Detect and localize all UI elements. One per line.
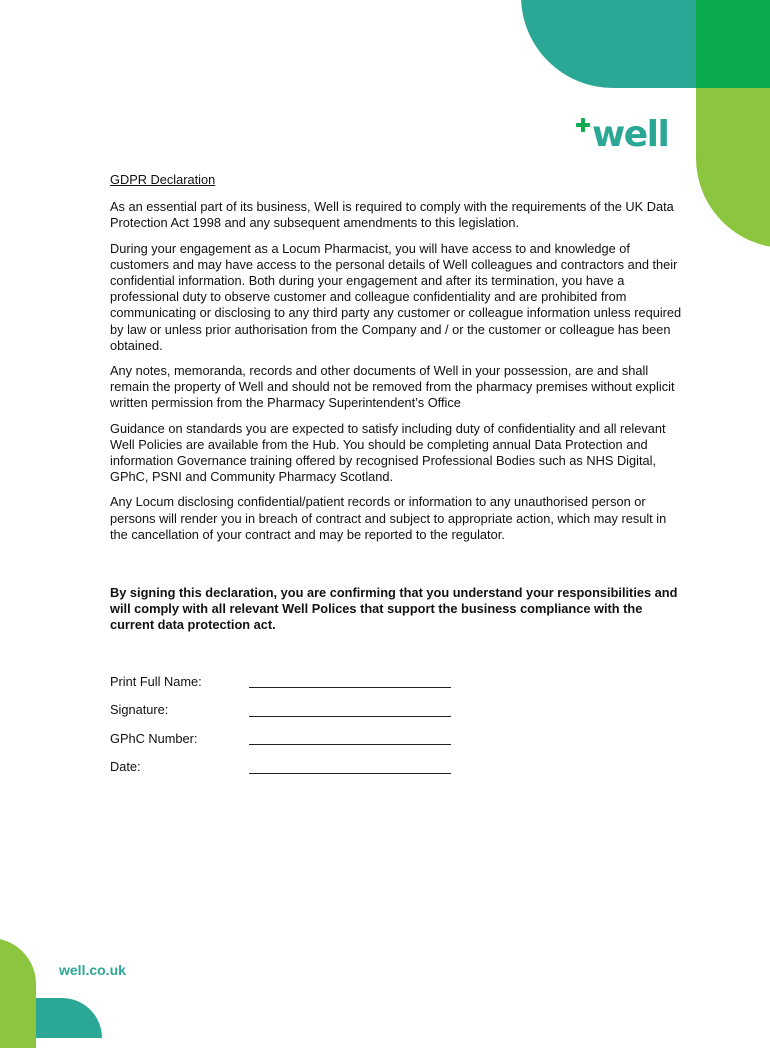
decorative-teal-shape-bottom bbox=[36, 998, 102, 1038]
full-name-line[interactable] bbox=[249, 686, 451, 688]
declaration-statement: By signing this declaration, you are confirming that you understand your responsibilities and will comply with all relevant Well Polices that support the business compliance with the current data protection act. bbox=[110, 585, 678, 633]
footer-website-link[interactable]: well.co.uk bbox=[59, 962, 126, 978]
paragraph-confidentiality-duty: During your engagement as a Locum Pharmacist, you will have access to and knowledge of customers and may have access to the personal details of Well colleagues and contractors and their confidential information. Both during your engagement and after its termination, you have a professional duty to observe customer and colleague confidentiality and are prohibited from communicating or disclosing to any third party any customer or colleague information unless required by law or unless prior authorisation from the Company and / or the customer or colleague has been obtained. bbox=[110, 240, 682, 353]
signature-label: Signature: bbox=[110, 702, 169, 718]
well-logo bbox=[576, 114, 668, 158]
decorative-lime-shape-right bbox=[696, 88, 770, 248]
gphc-number-label: GPhC Number: bbox=[110, 730, 198, 746]
logo-wordmark: well bbox=[592, 114, 669, 155]
gphc-number-line[interactable] bbox=[249, 743, 451, 745]
form-row-date bbox=[110, 747, 682, 776]
signature-line[interactable] bbox=[249, 715, 451, 717]
date-label: Date: bbox=[110, 759, 141, 775]
decorative-green-shape-top bbox=[696, 0, 770, 88]
signature-form bbox=[110, 662, 682, 776]
form-row-gphc-number bbox=[110, 719, 682, 748]
date-line[interactable] bbox=[249, 772, 451, 774]
paragraph-documents-property: Any notes, memoranda, records and other documents of Well in your possession, are and shall remain the property of Well and should not be removed from the pharmacy premises without explicit written permission from the Pharmacy Superintendent’s Office bbox=[110, 363, 675, 411]
paragraph-data-protection-act: As an essential part of its business, Well is required to comply with the requirements of the UK Data Protection Act 1998 and any subsequent amendments to this legislation. bbox=[110, 199, 674, 231]
paragraph-disclosure-breach: Any Locum disclosing confidential/patient records or information to any unauthorised person or persons will render you in breach of contract and subject to appropriate action, which may result in the cancellation of your contract and may be reported to the regulator. bbox=[110, 494, 667, 542]
paragraph-guidance-standards: Guidance on standards you are expected to satisfy including duty of confidentiality and all relevant Well Policies are available from the Hub. You should be completing annual Data Protection and information Governance training offered by recognised Professional Bodies such as NHS Digital, GPhC, PSNI and Community Pharmacy Scotland. bbox=[110, 420, 666, 485]
decorative-lime-shape-bottom bbox=[0, 938, 36, 1048]
document-body bbox=[110, 172, 682, 776]
form-row-signature bbox=[110, 690, 682, 719]
plus-icon bbox=[576, 118, 590, 132]
full-name-label: Print Full Name: bbox=[110, 673, 202, 689]
form-row-full-name bbox=[110, 662, 682, 691]
document-title: GDPR Declaration bbox=[110, 172, 216, 187]
